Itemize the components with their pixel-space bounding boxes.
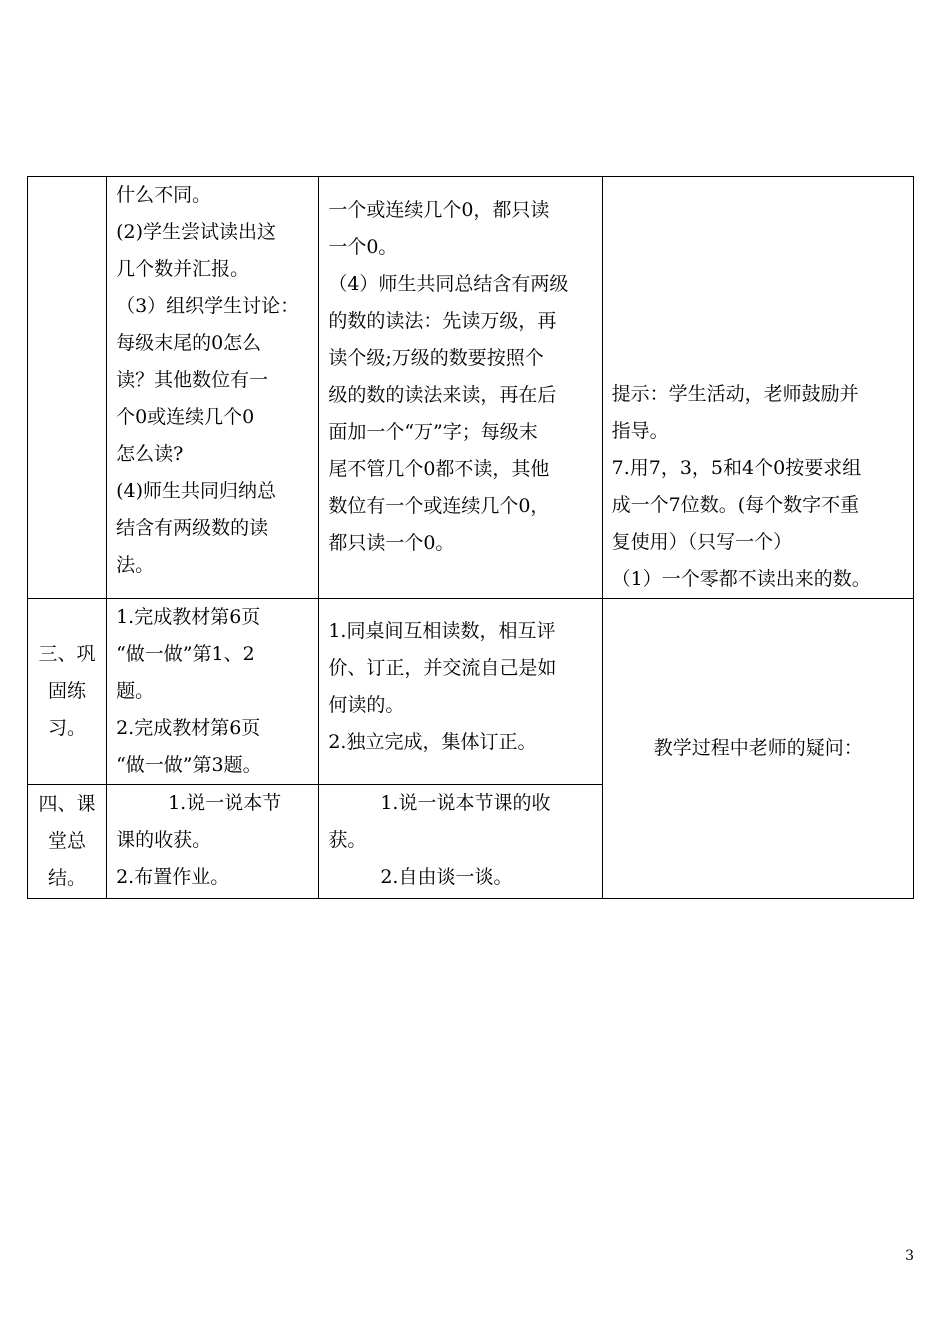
text-line: 指导。 bbox=[611, 420, 669, 442]
stage-label: 堂总 bbox=[48, 830, 87, 852]
stage-label: 结。 bbox=[48, 867, 87, 889]
text-line: 数位有一个或连续几个0， bbox=[328, 495, 550, 517]
text-line: 读个级;万级的数要按照个 bbox=[328, 347, 544, 369]
text-line: 价、订正，并交流自己是如 bbox=[328, 657, 557, 679]
text-line: 1.完成教材第6页 bbox=[116, 606, 261, 628]
text-line: 成一个7位数。(每个数字不重 bbox=[611, 494, 860, 516]
text-line: 2.自由谈一谈。 bbox=[380, 866, 513, 888]
stage-label: 固练 bbox=[48, 680, 87, 702]
text-line: 7.用7，3，5和4个0按要求组 bbox=[611, 457, 862, 479]
text-line: 提示：学生活动，老师鼓励并 bbox=[611, 383, 859, 405]
notes-cell bbox=[602, 599, 913, 899]
text-line: 1.说一说本节 bbox=[168, 792, 282, 814]
text-line: 一个0。 bbox=[328, 236, 398, 258]
student-activity-cell bbox=[319, 177, 602, 599]
teacher-activity-cell bbox=[107, 177, 319, 599]
text-line: 法。 bbox=[116, 554, 155, 576]
teacher-activity-cell bbox=[107, 599, 319, 785]
text-line: 怎么读? bbox=[116, 443, 184, 465]
table-row bbox=[28, 599, 914, 785]
stage-label: 四、课 bbox=[38, 793, 96, 815]
text-line: （1）一个零都不读出来的数。 bbox=[611, 568, 871, 590]
stage-cell bbox=[28, 177, 107, 599]
stage-label: 习。 bbox=[48, 717, 87, 739]
text-line: 几个数并汇报。 bbox=[116, 258, 250, 280]
text-line: 教学过程中老师的疑问： bbox=[653, 737, 863, 759]
text-line: 1.同桌间互相读数，相互评 bbox=[328, 620, 556, 642]
stage-cell bbox=[28, 599, 107, 785]
lesson-plan-table bbox=[27, 176, 914, 899]
text-line: 个0或连续几个0 bbox=[116, 406, 255, 428]
text-line: 复使用）（只写一个） bbox=[611, 531, 793, 553]
text-line: 什么不同。 bbox=[116, 184, 212, 206]
text-line: 面加一个“万”字；每级末 bbox=[328, 421, 538, 443]
stage-cell bbox=[28, 785, 107, 899]
table-row bbox=[28, 177, 914, 599]
text-line: （3）组织学生讨论： bbox=[116, 295, 300, 317]
text-line: （4）师生共同总结含有两级 bbox=[328, 273, 569, 295]
text-line: 1.说一说本节课的收 bbox=[380, 792, 551, 814]
text-line: 的数的读法：先读万级，再 bbox=[328, 310, 557, 332]
text-line: 获。 bbox=[328, 829, 367, 851]
text-line: 都只读一个0。 bbox=[328, 532, 455, 554]
notes-cell bbox=[602, 177, 913, 599]
stage-label: 三、巩 bbox=[38, 643, 96, 665]
text-line: (2)学生尝试读出这 bbox=[116, 221, 276, 243]
student-activity-cell bbox=[319, 785, 602, 899]
text-line: “做一做”第3题。 bbox=[116, 754, 262, 776]
text-line: 结含有两级数的读 bbox=[116, 517, 269, 539]
text-line: 每级末尾的0怎么 bbox=[116, 332, 262, 354]
text-line: 尾不管几个0都不读，其他 bbox=[328, 458, 550, 480]
text-line: 2.完成教材第6页 bbox=[116, 717, 261, 739]
page-number: 3 bbox=[905, 1248, 914, 1264]
text-line: 2.独立完成，集体订正。 bbox=[328, 731, 537, 753]
text-line: 2.布置作业。 bbox=[116, 866, 230, 888]
text-line: “做一做”第1、2 bbox=[116, 643, 255, 665]
text-line: 一个或连续几个0，都只读 bbox=[328, 199, 550, 221]
student-activity-cell bbox=[319, 599, 602, 785]
text-line: 读？其他数位有一 bbox=[116, 369, 269, 391]
text-line: 何读的。 bbox=[328, 694, 405, 716]
text-line: (4)师生共同归纳总 bbox=[116, 480, 276, 502]
text-line: 级的数的读法来读，再在后 bbox=[328, 384, 557, 406]
text-line: 题。 bbox=[116, 680, 155, 702]
teacher-activity-cell bbox=[107, 785, 319, 899]
text-line: 课的收获。 bbox=[116, 829, 212, 851]
